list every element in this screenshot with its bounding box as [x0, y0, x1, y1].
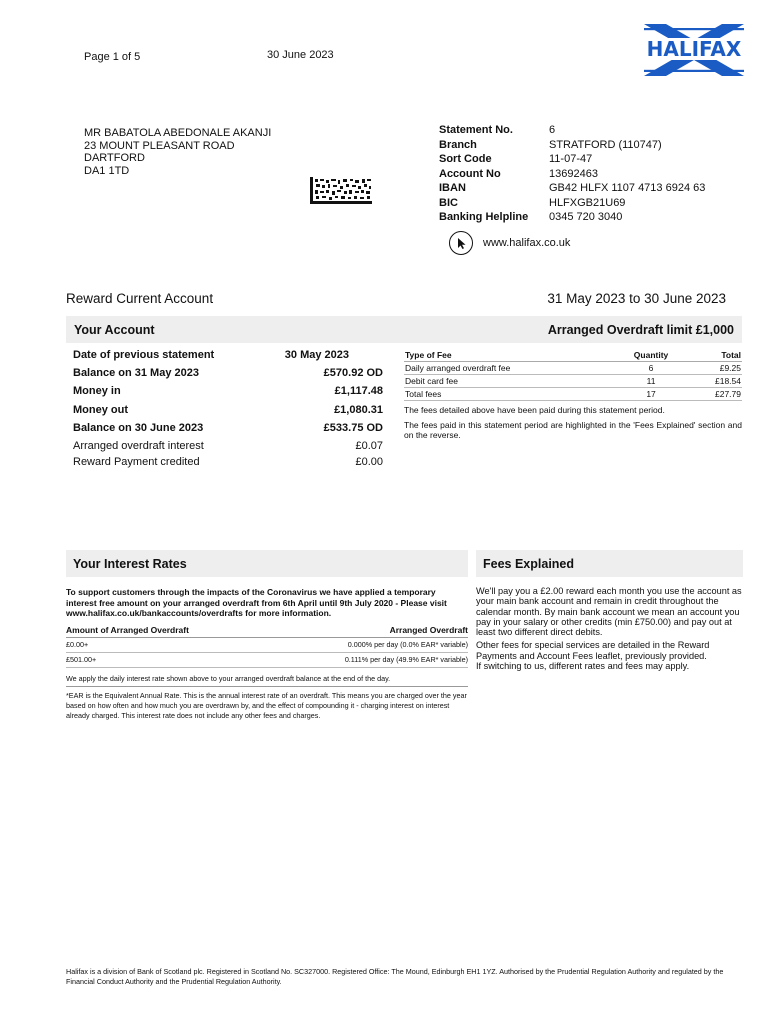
legal-footer: Halifax is a division of Bank of Scotland plc. Registered in Scotland No. SC327000. Registered Office: The Mound, Edinburgh EH1 1YZ. Authorised by the Prudential Regulation Authority and regulated by the Financial Conduct Authority and the Prudential Regulation Authority.	[66, 967, 724, 986]
interest-rates-section	[66, 587, 468, 721]
address-line: DARTFORD	[84, 152, 145, 165]
summary-row	[73, 367, 383, 386]
table-row	[404, 375, 742, 388]
explained-paragraph: Other fees for special services are detailed in the Reward Payments and Account Fees leaflet, previously provided.	[476, 640, 710, 661]
customer-address	[84, 127, 271, 177]
summary-value: 30 May 2023	[284, 349, 349, 361]
your-account-heading: Your Account	[74, 322, 155, 337]
table-row	[66, 652, 468, 667]
fees-header: Type of Fee	[404, 349, 615, 362]
detail-label: IBAN	[439, 182, 466, 194]
interest-intro: To support customers through the impacts of the Coronavirus we have applied a temporary interest free amount on your arranged overdraft from 6th April until 9th July 2020 - Please visit www.halifax.co.uk/bankaccounts/overdrafts for more information.	[66, 587, 447, 619]
detail-value: 11-07-47	[549, 153, 593, 165]
fees-header: Quantity	[615, 349, 687, 362]
fees-explained-heading: Fees Explained	[483, 556, 575, 571]
interest-table	[66, 623, 468, 668]
overdraft-rate: 0.111% per day (49.9% EAR* variable)	[267, 652, 468, 667]
fees-explained-bar	[476, 550, 743, 577]
cursor-click-icon	[449, 231, 473, 255]
interest-rates-bar	[66, 550, 468, 577]
halifax-logo	[644, 24, 744, 76]
fee-quantity: 6	[615, 362, 687, 375]
detail-label: BIC	[439, 196, 458, 209]
fees-header: Total	[687, 349, 742, 362]
overdraft-band: £0.00+	[66, 637, 267, 652]
summary-row	[73, 385, 383, 404]
address-line: DA1 1TD	[84, 164, 130, 177]
fee-quantity: 11	[615, 375, 687, 388]
summary-value: £0.07	[355, 439, 383, 452]
fee-quantity: 17	[615, 388, 687, 401]
detail-label: Statement No.	[439, 124, 513, 136]
address-line: 23 MOUNT PLEASANT ROAD	[84, 139, 235, 152]
explained-paragraph: If switching to us, different rates and fees may apply.	[476, 661, 690, 672]
svg-text:HALIFAX: HALIFAX	[646, 37, 742, 61]
statement-date: 30 June 2023	[267, 49, 334, 61]
summary-label: Arranged overdraft interest	[73, 439, 204, 452]
summary-row	[73, 456, 383, 474]
summary-row	[73, 440, 383, 456]
summary-value: £1,117.48	[334, 385, 383, 397]
detail-label: Sort Code	[439, 153, 492, 165]
detail-value: HLFXGB21U69	[549, 196, 626, 209]
page-number: Page 1 of 5	[84, 51, 141, 63]
fee-total: £18.54	[687, 375, 742, 388]
detail-value: 13692463	[549, 167, 598, 180]
summary-value: £1,080.31	[334, 403, 383, 416]
address-line: MR BABATOLA ABEDONALE AKANJI	[84, 127, 272, 139]
summary-row	[73, 404, 383, 423]
detail-value: 0345 720 3040	[549, 211, 623, 223]
fee-total: £9.25	[687, 362, 742, 375]
fees-explained-section	[476, 586, 742, 674]
summary-value: £0.00	[355, 455, 383, 468]
fees-note: The fees detailed above have been paid during this statement period.	[404, 405, 665, 415]
account-summary	[73, 349, 383, 473]
detail-label: Branch	[439, 138, 477, 151]
detail-label: Banking Helpline	[439, 211, 529, 223]
detail-value: GB42 HLFX 1107 4713 6924 63	[549, 182, 706, 194]
fee-type: Total fees	[404, 388, 615, 401]
statement-period: 31 May 2023 to 30 June 2023	[547, 291, 726, 306]
detail-value: STRATFORD (110747)	[549, 138, 662, 151]
fees-table	[404, 349, 742, 401]
ear-note: *EAR is the Equivalent Annual Rate. This is the annual interest rate of an overdraft. This means you are charged over the year based on how often and how much you are overdrawn by, and the effect of compounding it - charging interest on interest already charged. This interest rate does not include any other fees and charges.	[66, 690, 467, 720]
table-row	[404, 388, 742, 401]
summary-label: Date of previous statement	[73, 349, 215, 361]
summary-row	[73, 349, 383, 367]
summary-label: Money in	[73, 385, 121, 397]
interest-header: Arranged Overdraft	[267, 623, 468, 638]
interest-rates-heading: Your Interest Rates	[73, 556, 187, 571]
summary-value: £570.92 OD	[323, 366, 383, 379]
summary-row	[73, 422, 383, 440]
website-link[interactable]	[449, 231, 570, 255]
summary-label: Balance on 30 June 2023	[73, 422, 204, 434]
overdraft-band: £501.00+	[66, 652, 267, 667]
table-row	[66, 637, 468, 652]
your-account-bar	[66, 316, 742, 343]
summary-label: Money out	[73, 403, 128, 416]
overdraft-rate: 0.000% per day (0.0% EAR* variable)	[267, 637, 468, 652]
account-title: Reward Current Account	[66, 291, 214, 306]
table-row	[404, 362, 742, 375]
explained-paragraph: We'll pay you a £2.00 reward each month you use the account as your main bank account and remain in credit throughout the calendar month. By main bank account we mean an account you pay in your salary or other credits (min £750.00) and pay out at least two different direct debits.	[476, 586, 742, 638]
fee-type: Daily arranged overdraft fee	[404, 362, 615, 375]
interest-header: Amount of Arranged Overdraft	[66, 623, 267, 638]
fee-total: £27.79	[687, 388, 742, 401]
website-url[interactable]: www.halifax.co.uk	[483, 237, 571, 249]
summary-value: £533.75 OD	[323, 422, 383, 434]
interest-note: We apply the daily interest rate shown above to your arranged overdraft balance at the end of the day.	[66, 674, 468, 687]
fees-table-section	[404, 349, 742, 441]
summary-label: Balance on 31 May 2023	[73, 366, 199, 379]
detail-value: 6	[549, 124, 556, 136]
fees-note: The fees paid in this statement period are highlighted in the 'Fees Explained' section and on the reverse.	[404, 419, 742, 440]
summary-label: Reward Payment credited	[73, 455, 200, 468]
detail-label: Account No	[439, 167, 501, 180]
2d-barcode	[310, 177, 372, 204]
fee-type: Debit card fee	[404, 375, 615, 388]
overdraft-limit: Arranged Overdraft limit £1,000	[547, 322, 734, 337]
